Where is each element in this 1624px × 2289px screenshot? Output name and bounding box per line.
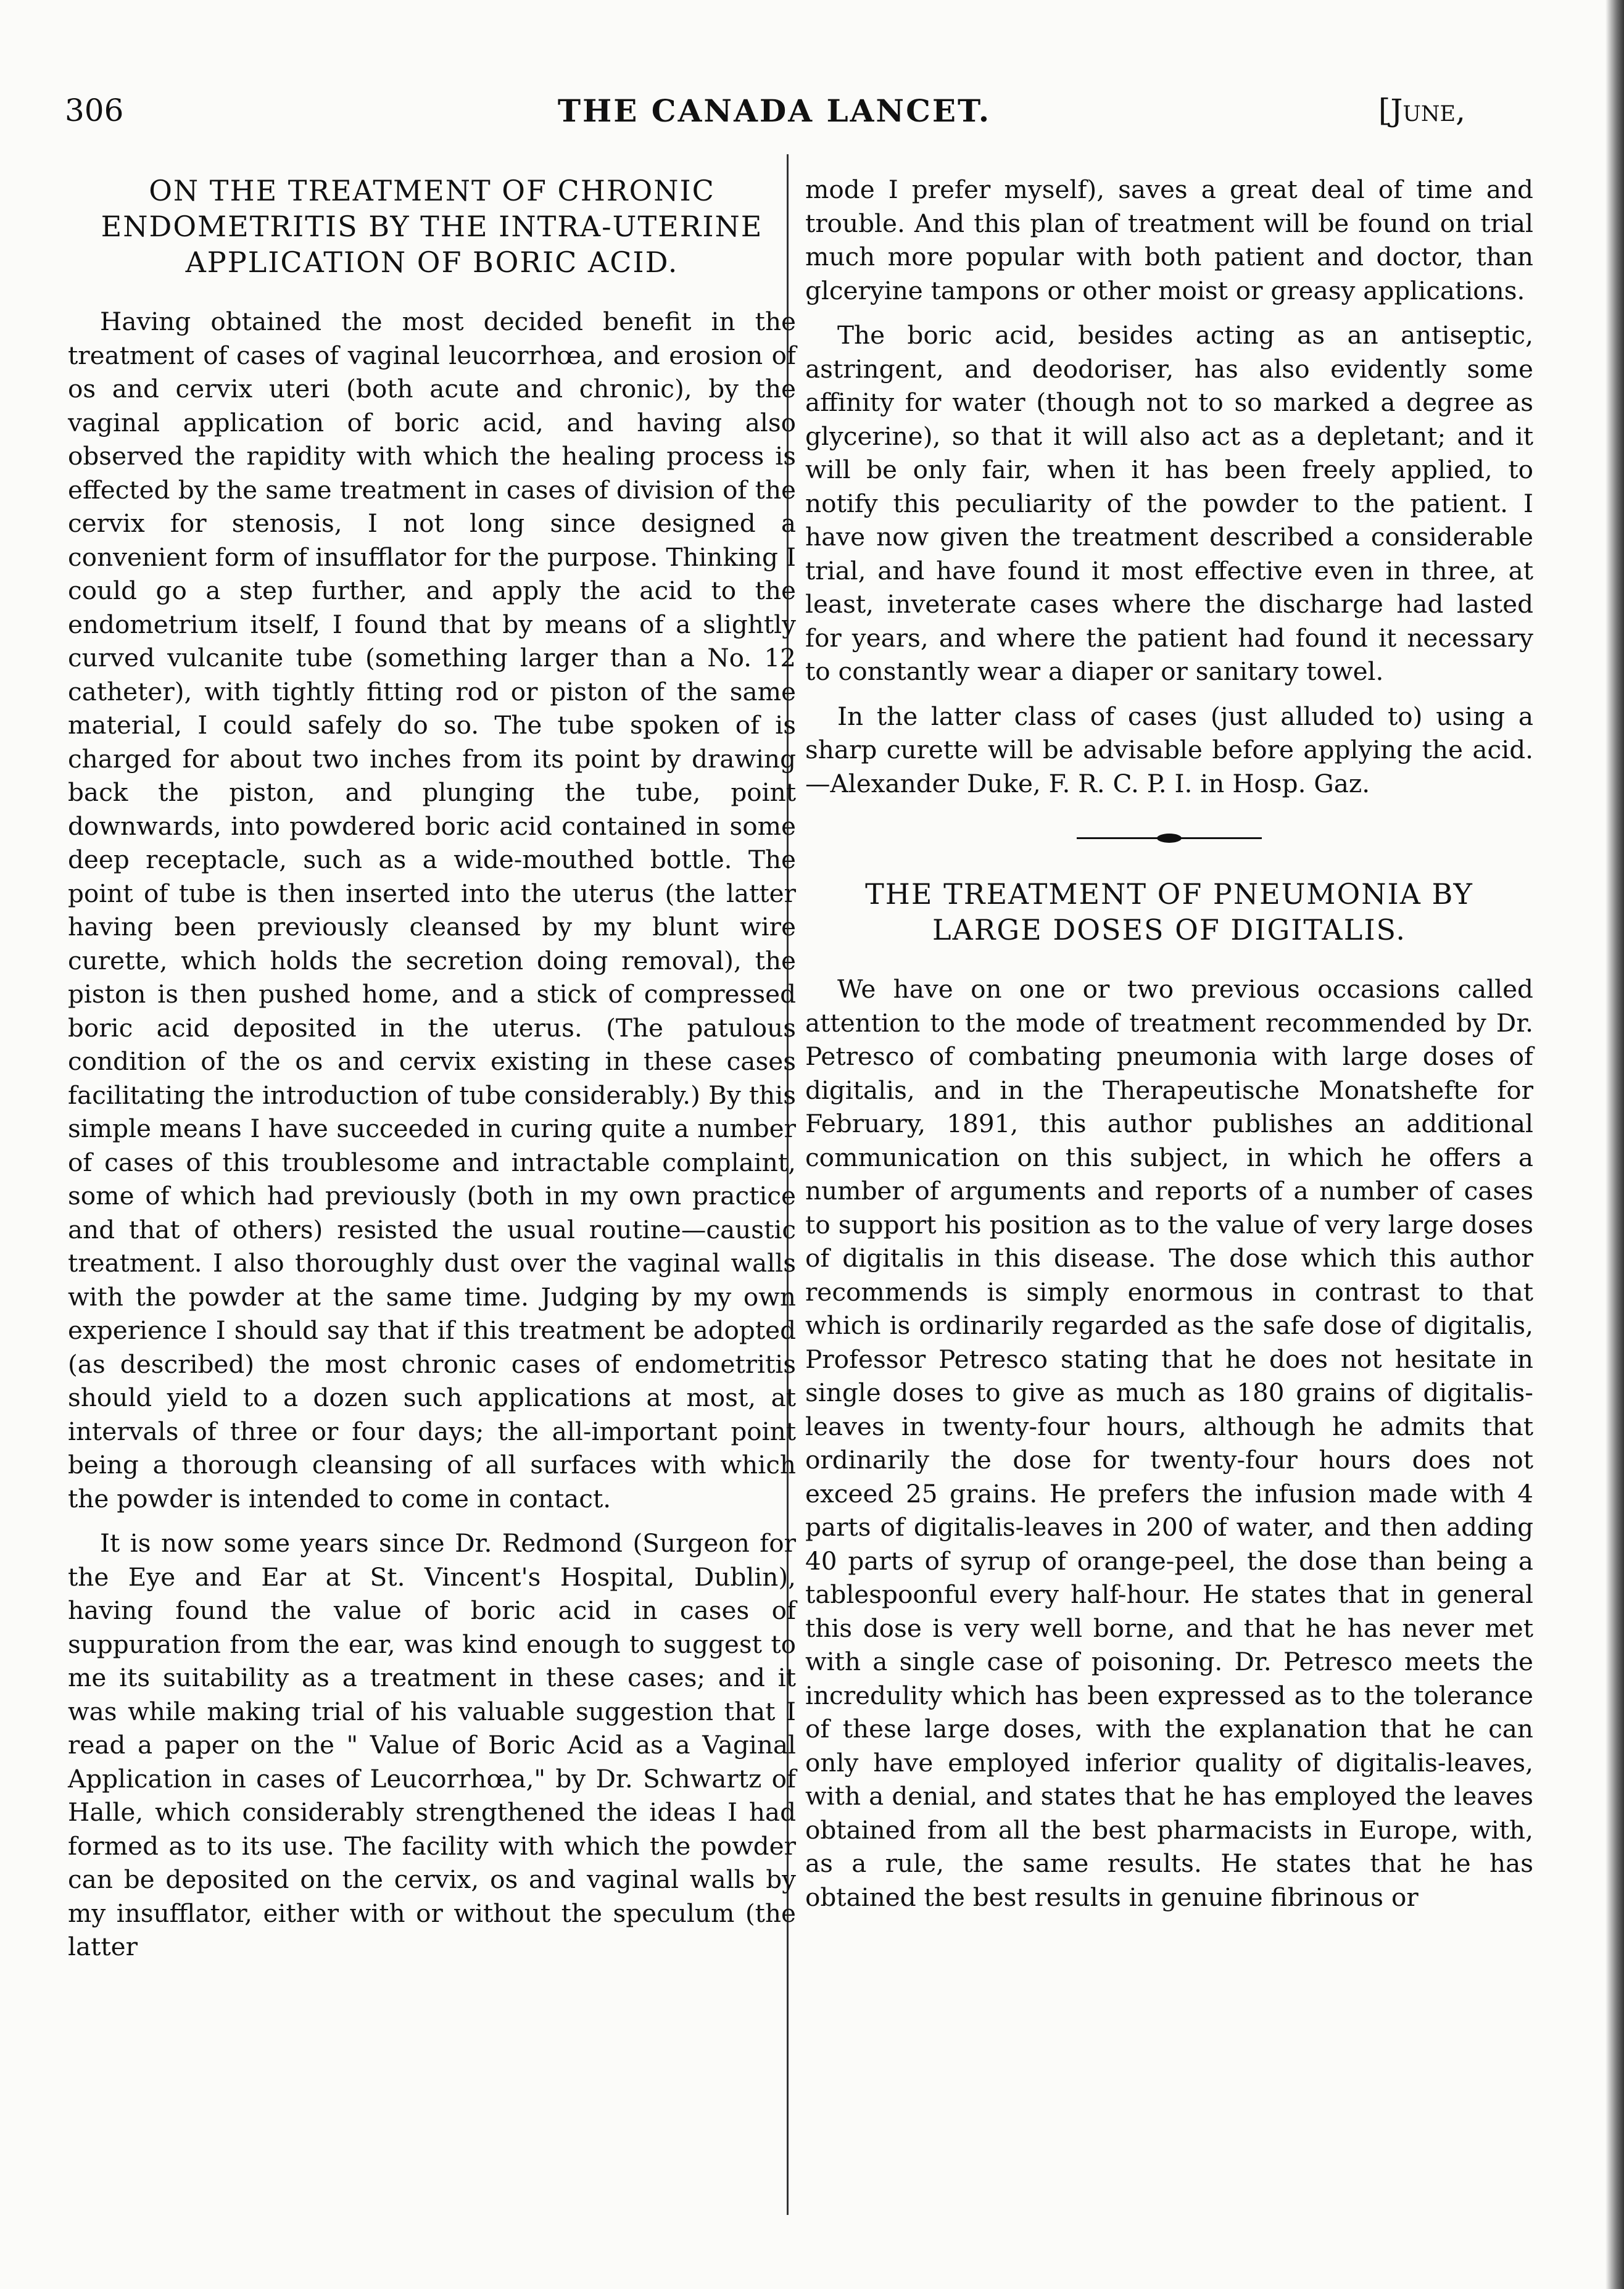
article-paragraph: We have on one or two previous occasions called attention to the mode of treatment recommended by Dr. Petresco of combating pneumonia with large doses of digitalis, and in the Therapeutische Monatshefte for February, 1891, this author publishes an additional communication on this subject, in which he offers a number of arguments and reports of a number of cases to support his position as to the value of very large doses of digitalis in this disease. The dose which this author recommends is simply enormous in contrast to that which is ordinarily regarded as the safe dose of digitalis, Professor Petresco stating that he does not hesitate in single doses to give as much as 180 grains of digitalis-leaves in twenty-four hours, although he admits that ordinarily the dose for twenty-four hours does not exceed 25 grains. He prefers the infusion made with 4 parts of digitalis-leaves in 200 of water, and then adding 40 parts of syrup of orange-peel, the dose than being a tablespoonful every half-hour. He states that in general this dose is very well borne, and that he has never met with a single case of poisoning. Dr. Petresco meets the incredulity which has been expressed as to the tolerance of these large doses, with the explanation that he can only have employed inferior quality of digitalis-leaves, with a denial, and states that he has employed the leaves obtained from all the best pharmacists in Europe, with, as a rule, the same results. He states that he has obtained the best results in genuine fibrinous or [805,974,1533,1912]
journal-title: THE CANADA LANCET. [557,93,992,129]
article-paragraph: Having obtained the most decided benefit in the treatment of cases of vaginal leucorrhœa, and erosion of os and cervix uteri (both acute and chronic), by the vaginal application of boric acid, and having also observed the rapidity with which the healing process is effected by the same treatment in cases of division of the cervix for stenosis, I not long since designed a convenient form of insufflator for the purpose. Thinking I could go a step further, and apply the acid to the endometrium itself, I found that by means of a slightly curved vulcanite tube (something larger than a No. 12 catheter), with tightly fitting rod or piston of the same material, I could safely do so. The tube spoken of is charged for about two inches from its point by drawing back the piston, and plunging the tube, point downwards, into powdered boric acid contained in some deep receptacle, such as a wide-mouthed bottle. The point of tube is then inserted into the uterus (the latter having been previously cleansed by my blunt wire curette, which holds the secretion doing removal), the piston is then pushed home, and a stick of compressed boric acid deposited in the uterus. (The patulous condition of the os and cervix existing in these cases facilitating the introduction of tube considerably.) By this simple means I have succeeded in curing quite a number of cases of this troublesome and intractable complaint, some of which had previously (both in my own practice and that of others) resisted the usual routine—caustic treatment. I also thoroughly dust over the vaginal walls with the powder at the same time. Judging by my own experience I should say that if this treatment be adopted (as described) the most chronic cases of endometritis should yield to a dozen such applications at most, at intervals of three or four days; the all-important point being a thorough cleansing of all surfaces with which the powder is intended to come in contact. [68,307,796,1513]
article-paragraph: It is now some years since Dr. Redmond (Surgeon for the Eye and Ear at St. Vincent's Hospital, Dublin), having found the value of boric acid in cases of suppuration from the ear, was kind enough to suggest to me its suitability as a treatment in these cases; and it was while making trial of his valuable suggestion that I read a paper on the " Value of Boric Acid as a Vaginal Application in cases of Leucorrhœa," by Dr. Schwartz of Halle, which considerably strengthened the ideas I had formed as to its use. The facility with which the powder can be deposited on the cervix, os and vaginal walls by my insufflator, either with or without the speculum (the latter [68,1528,796,1961]
scan-edge [1605,0,1624,2289]
page-number: 306 [65,93,124,128]
article-title-boric-acid: ON THE TREATMENT OF CHRONIC ENDOMETRITIS BY THE INTRA-UTERINE APPLICATION OF BORIC ACID. [101,174,763,279]
section-separator [1077,837,1262,839]
running-header [59,80,1490,130]
article-paragraph: The boric acid, besides acting as an antiseptic, astringent, and deodoriser, has also evidently some affinity for water (though not to so marked a degree as glycerine), so that it will also act as a depletant; and it will be only fair, when it has been freely applied, to notify this peculiarity of the powder to the patient. I have now given the treatment described a considerable trial, and have found it most effective even in three, at least, inveterate cases where the discharge had lasted for years, and where the patient had found it necessary to constantly wear a diaper or sanitary towel. [805,320,1533,686]
page [59,80,1533,2233]
article-paragraph: In the latter class of cases (just alluded to) using a sharp curette will be advisable before applying the acid.—Alexander Duke, F. R. C. P. I. in Hosp. Gaz. [805,701,1533,798]
left-column [68,173,796,1975]
article-paragraph: mode I prefer myself), saves a great deal of time and trouble. And this plan of treatment will be found on trial much more popular with both patient and doctor, than glceryine tampons or other moist or greasy applications. [805,175,1533,305]
right-column [805,173,1533,1925]
article-title-pneumonia: THE TREATMENT OF PNEUMONIA BY LARGE DOSES OF DIGITALIS. [865,877,1473,946]
issue-month: [June, [1378,93,1465,128]
